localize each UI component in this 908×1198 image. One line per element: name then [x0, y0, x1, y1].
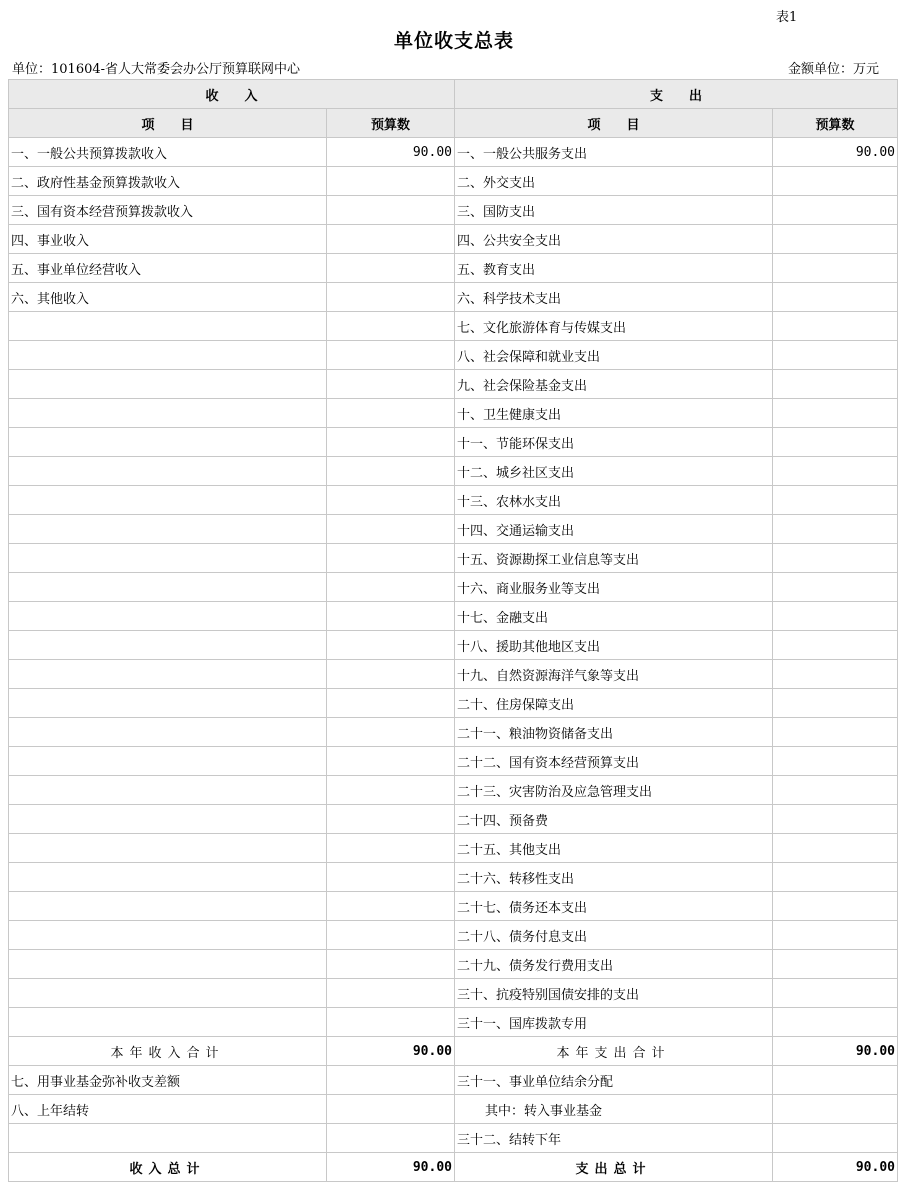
income-amount: [327, 283, 455, 312]
expense-amount: [773, 805, 898, 834]
table-row: [9, 399, 898, 428]
income-amount: [327, 921, 455, 950]
income-amount: [327, 950, 455, 979]
expense-amount: [773, 834, 898, 863]
income-budget-header: 预算数: [327, 109, 455, 138]
income-item: [9, 660, 327, 689]
expense-item: 二十七、债务还本支出: [455, 892, 773, 921]
income-amount: [327, 167, 455, 196]
income-item: [9, 950, 327, 979]
income-item: [9, 863, 327, 892]
income-amount: [327, 399, 455, 428]
income-item: 一、一般公共预算拨款收入: [9, 138, 327, 167]
expense-amount: [773, 283, 898, 312]
grand-expense-total-label: 支出总计: [455, 1153, 773, 1182]
expense-item: 十二、城乡社区支出: [455, 457, 773, 486]
income-item: [9, 544, 327, 573]
grand-total-row: [9, 1153, 898, 1182]
table-number: 表1: [776, 10, 798, 25]
table-row: [9, 921, 898, 950]
table-row: [9, 283, 898, 312]
income-amount: [327, 892, 455, 921]
table-row: [9, 341, 898, 370]
expense-amount: [773, 457, 898, 486]
expense-item: 八、社会保障和就业支出: [455, 341, 773, 370]
expense-amount: [773, 167, 898, 196]
income-amount: [327, 834, 455, 863]
expense-item: 三十一、国库拨款专用: [455, 1008, 773, 1037]
income-item-header: 项 目: [9, 109, 327, 138]
expense-amount: [773, 341, 898, 370]
income-amount: [327, 254, 455, 283]
income-amount: [327, 515, 455, 544]
year-expense-total-label: 本年支出合计: [455, 1037, 773, 1066]
expense-amount: [773, 399, 898, 428]
table-row: [9, 1095, 898, 1124]
expense-amount: [773, 515, 898, 544]
income-amount: [327, 1095, 455, 1124]
table-row: [9, 776, 898, 805]
expense-item: 二、外交支出: [455, 167, 773, 196]
table-row: [9, 631, 898, 660]
income-item: [9, 602, 327, 631]
expense-amount: [773, 254, 898, 283]
table-row: [9, 486, 898, 515]
income-amount: [327, 341, 455, 370]
income-item: [9, 979, 327, 1008]
income-amount: [327, 573, 455, 602]
year-expense-total-amount: 90.00: [773, 1037, 898, 1066]
expense-amount: [773, 1124, 898, 1153]
income-amount: [327, 428, 455, 457]
expense-item: 二十三、灾害防治及应急管理支出: [455, 776, 773, 805]
expense-item: 二十四、预备费: [455, 805, 773, 834]
income-amount: [327, 312, 455, 341]
income-item: [9, 921, 327, 950]
income-item: 二、政府性基金预算拨款收入: [9, 167, 327, 196]
expense-amount: [773, 776, 898, 805]
income-amount: [327, 196, 455, 225]
expense-item: 六、科学技术支出: [455, 283, 773, 312]
income-item: [9, 370, 327, 399]
table-row: [9, 167, 898, 196]
expense-item: 二十八、债务付息支出: [455, 921, 773, 950]
income-item: 八、上年结转: [9, 1095, 327, 1124]
page-title: 单位收支总表: [393, 30, 514, 52]
expense-item: 三、国防支出: [455, 196, 773, 225]
income-item: [9, 689, 327, 718]
expense-item: 十一、节能环保支出: [455, 428, 773, 457]
income-amount: [327, 747, 455, 776]
income-amount: [327, 457, 455, 486]
income-amount: [327, 1124, 455, 1153]
income-item: [9, 573, 327, 602]
expense-amount: 90.00: [773, 138, 898, 167]
table-row: [9, 370, 898, 399]
income-item: [9, 341, 327, 370]
expense-amount: [773, 544, 898, 573]
grand-expense-total-amount: 90.00: [773, 1153, 898, 1182]
table-row: [9, 515, 898, 544]
expense-item: 二十、住房保障支出: [455, 689, 773, 718]
income-amount: [327, 1066, 455, 1095]
table-row: [9, 138, 898, 167]
expense-item: 五、教育支出: [455, 254, 773, 283]
expense-amount: [773, 921, 898, 950]
income-item: 四、事业收入: [9, 225, 327, 254]
table-row: [9, 1124, 898, 1153]
income-item: 三、国有资本经营预算拨款收入: [9, 196, 327, 225]
year-total-row: [9, 1037, 898, 1066]
income-item: [9, 747, 327, 776]
expense-header: 支 出: [455, 80, 898, 109]
expense-amount: [773, 573, 898, 602]
income-item: [9, 776, 327, 805]
income-header: 收 入: [9, 80, 455, 109]
expense-item: 十四、交通运输支出: [455, 515, 773, 544]
table-row: [9, 805, 898, 834]
income-item: [9, 1008, 327, 1037]
expense-item: 一、一般公共服务支出: [455, 138, 773, 167]
table-row: [9, 602, 898, 631]
expense-item-header: 项 目: [455, 109, 773, 138]
expense-item: 十五、资源勘探工业信息等支出: [455, 544, 773, 573]
expense-item: 四、公共安全支出: [455, 225, 773, 254]
income-amount: [327, 979, 455, 1008]
expense-item: 二十六、转移性支出: [455, 863, 773, 892]
expense-item: 三十、抗疫特别国债安排的支出: [455, 979, 773, 1008]
income-amount: [327, 805, 455, 834]
expense-amount: [773, 196, 898, 225]
income-item: [9, 457, 327, 486]
income-amount: [327, 631, 455, 660]
income-amount: [327, 718, 455, 747]
expense-amount: [773, 718, 898, 747]
income-item: 六、其他收入: [9, 283, 327, 312]
income-item: [9, 312, 327, 341]
expense-item: 十八、援助其他地区支出: [455, 631, 773, 660]
table-row: [9, 457, 898, 486]
expense-amount: [773, 602, 898, 631]
expense-budget-header: 预算数: [773, 109, 898, 138]
expense-amount: [773, 486, 898, 515]
grand-income-total-label: 收入总计: [9, 1153, 327, 1182]
income-item: [9, 805, 327, 834]
table-row: [9, 747, 898, 776]
income-amount: [327, 544, 455, 573]
expense-amount: [773, 1008, 898, 1037]
income-item: [9, 486, 327, 515]
expense-amount: [773, 225, 898, 254]
expense-item: 十三、农林水支出: [455, 486, 773, 515]
expense-item: 其中：转入事业基金: [455, 1095, 773, 1124]
expense-item: 二十五、其他支出: [455, 834, 773, 863]
table-row: [9, 196, 898, 225]
income-amount: [327, 370, 455, 399]
expense-item: 七、文化旅游体育与传媒支出: [455, 312, 773, 341]
table-row: [9, 428, 898, 457]
income-item: [9, 718, 327, 747]
expense-amount: [773, 631, 898, 660]
table-row: [9, 834, 898, 863]
income-item: [9, 1124, 327, 1153]
table-row: [9, 892, 898, 921]
income-item: [9, 428, 327, 457]
expense-item: 三十一、事业单位结余分配: [455, 1066, 773, 1095]
table-row: [9, 1066, 898, 1095]
expense-amount: [773, 428, 898, 457]
table-row: [9, 950, 898, 979]
income-amount: [327, 776, 455, 805]
income-amount: [327, 602, 455, 631]
expense-amount: [773, 892, 898, 921]
year-income-total-label: 本年收入合计: [9, 1037, 327, 1066]
expense-item: 二十二、国有资本经营预算支出: [455, 747, 773, 776]
amount-unit-label: 金额单位：万元: [788, 62, 880, 77]
table-row: [9, 718, 898, 747]
expense-amount: [773, 950, 898, 979]
budget-summary-table: [8, 79, 898, 1182]
unit-label: 单位：101604-省人大常委会办公厅预算联网中心: [12, 62, 301, 77]
expense-item: 十九、自然资源海洋气象等支出: [455, 660, 773, 689]
table-row: [9, 544, 898, 573]
income-item: [9, 399, 327, 428]
income-item: [9, 892, 327, 921]
expense-amount: [773, 312, 898, 341]
table-row: [9, 573, 898, 602]
expense-amount: [773, 979, 898, 1008]
expense-amount: [773, 1095, 898, 1124]
income-amount: [327, 660, 455, 689]
income-item: [9, 631, 327, 660]
income-item: 七、用事业基金弥补收支差额: [9, 1066, 327, 1095]
table-row: [9, 254, 898, 283]
income-item: [9, 834, 327, 863]
year-income-total-amount: 90.00: [327, 1037, 455, 1066]
expense-item: 十、卫生健康支出: [455, 399, 773, 428]
expense-amount: [773, 660, 898, 689]
expense-item: 九、社会保险基金支出: [455, 370, 773, 399]
table-row: [9, 863, 898, 892]
income-item: [9, 515, 327, 544]
expense-amount: [773, 1066, 898, 1095]
expense-item: 二十一、粮油物资储备支出: [455, 718, 773, 747]
expense-amount: [773, 747, 898, 776]
table-row: [9, 979, 898, 1008]
table-row: [9, 1008, 898, 1037]
column-header-row: [9, 109, 898, 138]
income-amount: [327, 225, 455, 254]
table-row: [9, 660, 898, 689]
expense-item: 十七、金融支出: [455, 602, 773, 631]
grand-income-total-amount: 90.00: [327, 1153, 455, 1182]
expense-amount: [773, 370, 898, 399]
expense-amount: [773, 863, 898, 892]
table-row: [9, 225, 898, 254]
expense-item: 三十二、结转下年: [455, 1124, 773, 1153]
section-header-row: [9, 80, 898, 109]
expense-item: 十六、商业服务业等支出: [455, 573, 773, 602]
table-row: [9, 689, 898, 718]
income-amount: [327, 486, 455, 515]
expense-item: 二十九、债务发行费用支出: [455, 950, 773, 979]
expense-amount: [773, 689, 898, 718]
income-item: 五、事业单位经营收入: [9, 254, 327, 283]
table-row: [9, 312, 898, 341]
income-amount: [327, 689, 455, 718]
income-amount: [327, 863, 455, 892]
income-amount: [327, 1008, 455, 1037]
income-amount: 90.00: [327, 138, 455, 167]
